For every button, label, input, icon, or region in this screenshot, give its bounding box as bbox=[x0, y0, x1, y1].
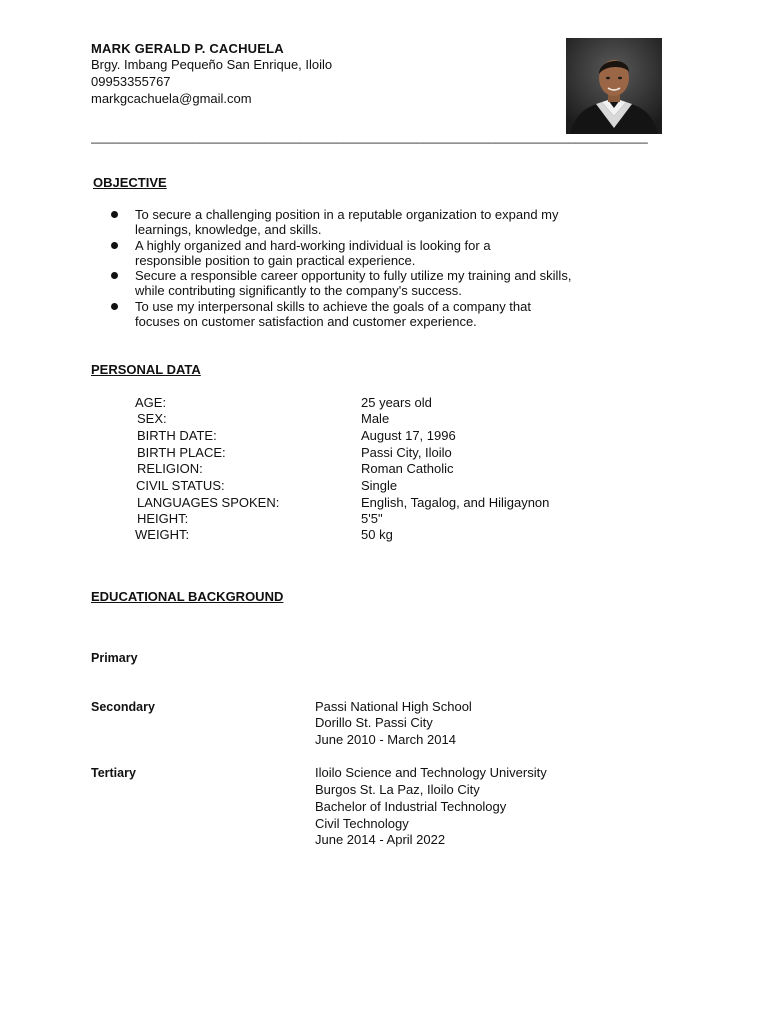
bullet-icon bbox=[111, 272, 118, 279]
objective-item: To use my interpersonal skills to achieve the goals of a company that focuses on customer satisfaction and customer experience. bbox=[111, 299, 671, 330]
weight-label: WEIGHT: bbox=[135, 527, 190, 542]
personal-data-heading: PERSONAL DATA bbox=[91, 362, 201, 377]
age-value: 25 years old bbox=[361, 395, 432, 410]
birth-date-value: August 17, 1996 bbox=[361, 428, 456, 443]
tertiary-label: Tertiary bbox=[91, 766, 136, 780]
civil-status-value: Single bbox=[361, 478, 398, 493]
languages-label: LANGUAGES SPOKEN: bbox=[137, 495, 280, 510]
birth-place-label: BIRTH PLACE: bbox=[137, 445, 226, 460]
objective-list bbox=[111, 207, 671, 329]
primary-label: Primary bbox=[91, 651, 138, 665]
tertiary-dates: June 2014 - April 2022 bbox=[315, 832, 446, 847]
civil-status-label: CIVIL STATUS: bbox=[136, 478, 225, 493]
secondary-label: Secondary bbox=[91, 700, 155, 714]
bullet-icon bbox=[111, 242, 118, 249]
email-line: markgcachuela@gmail.com bbox=[91, 91, 252, 106]
education-heading: EDUCATIONAL BACKGROUND bbox=[91, 589, 284, 604]
height-value: 5'5" bbox=[361, 511, 383, 526]
bullet-icon bbox=[111, 303, 118, 310]
weight-value: 50 kg bbox=[361, 527, 393, 542]
header-divider: _____________________________________________________________________________ bbox=[91, 129, 648, 144]
birth-date-label: BIRTH DATE: bbox=[137, 428, 217, 443]
secondary-school: Passi National High School bbox=[315, 699, 472, 714]
religion-value: Roman Catholic bbox=[361, 461, 454, 476]
secondary-address: Dorillo St. Passi City bbox=[315, 715, 433, 730]
tertiary-degree: Bachelor of Industrial Technology bbox=[315, 799, 507, 814]
tertiary-address: Burgos St. La Paz, Iloilo City bbox=[315, 782, 480, 797]
secondary-dates: June 2010 - March 2014 bbox=[315, 732, 456, 747]
address-line: Brgy. Imbang Pequeño San Enrique, Iloilo bbox=[91, 57, 333, 72]
applicant-name: MARK GERALD P. CACHUELA bbox=[91, 41, 284, 56]
graduation-portrait-image bbox=[566, 38, 662, 134]
phone-line: 09953355767 bbox=[91, 74, 171, 89]
birth-place-value: Passi City, Iloilo bbox=[361, 445, 452, 460]
objective-item: Secure a responsible career opportunity to fully utilize my training and skills, while contributing significantly to the company's success. bbox=[111, 268, 671, 299]
bullet-icon bbox=[111, 211, 118, 218]
tertiary-major: Civil Technology bbox=[315, 816, 409, 831]
objective-heading: OBJECTIVE bbox=[93, 175, 167, 190]
religion-label: RELIGION: bbox=[137, 461, 203, 476]
age-label: AGE: bbox=[135, 395, 167, 410]
sex-value: Male bbox=[361, 411, 390, 426]
objective-item: To secure a challenging position in a reputable organization to expand my learnings, knowledge, and skills. bbox=[111, 207, 671, 238]
sex-label: SEX: bbox=[137, 411, 167, 426]
height-label: HEIGHT: bbox=[137, 511, 189, 526]
profile-photo bbox=[566, 38, 662, 134]
languages-value: English, Tagalog, and Hiligaynon bbox=[361, 495, 550, 510]
objective-item: A highly organized and hard-working individual is looking for a responsible position to gain practical experience. bbox=[111, 238, 671, 269]
tertiary-school: Iloilo Science and Technology University bbox=[315, 765, 547, 780]
